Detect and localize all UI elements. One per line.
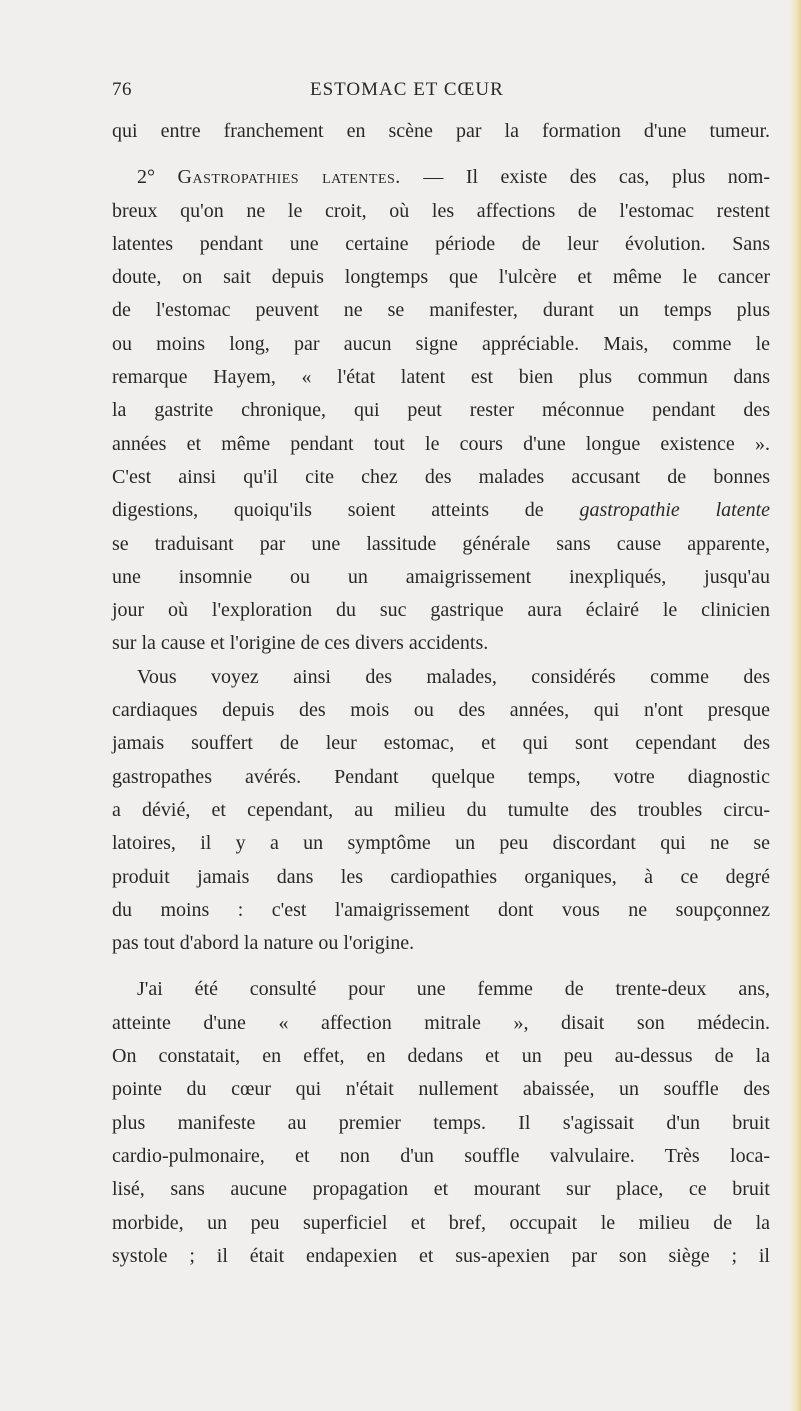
text-line: qui entre franchement en scène par la formation d'une tumeur. [112, 120, 770, 142]
section-heading: Gastropathies latentes. [177, 166, 401, 189]
paragraph-gap [112, 148, 770, 161]
text-line: sur la cause et l'origine de ces divers accidents. [112, 632, 489, 655]
running-head [112, 79, 770, 103]
text-line: Vous voyez ainsi des malades, considérés comme des [137, 665, 770, 688]
book-page [112, 79, 770, 1273]
text-line: gastropathes avérés. Pendant quelque temps, votre diagnostic [112, 765, 770, 788]
text-line: jamais souffert de leur estomac, et qui sont cependant des [112, 732, 770, 755]
text-line: cardiaques depuis des mois ou des années, qui n'ont presque [112, 699, 770, 722]
text-line: pointe du cœur qui n'était nullement abaissée, un souffle des [112, 1078, 770, 1101]
text-line: a dévié, et cependant, au milieu du tumulte des troubles circu- [112, 798, 770, 821]
running-title: ESTOMAC ET CŒUR [310, 79, 504, 100]
text-line: cardio-pulmonaire, et non d'un souffle valvulaire. Très loca- [112, 1144, 770, 1167]
text-line: plus manifeste au premier temps. Il s'agissait d'un bruit [112, 1111, 770, 1134]
text-line: du moins : c'est l'amaigrissement dont vous ne soupçonnez [112, 898, 770, 921]
text-line: de l'estomac peuvent ne se manifester, durant un temps plus [112, 299, 770, 322]
page-number: 76 [112, 79, 132, 100]
page-edge-shading [787, 0, 801, 1411]
text-line: doute, on sait depuis longtemps que l'ulcère et même le cancer [112, 266, 770, 289]
text-line [112, 494, 770, 527]
text-line: pas tout d'abord la nature ou l'origine. [112, 932, 415, 955]
text-line: systole ; il était endapexien et sus-apexien par son siège ; il [112, 1244, 770, 1267]
text-line: remarque Hayem, « l'état latent est bien plus commun dans [112, 366, 770, 389]
text-line: lisé, sans aucune propagation et mourant sur place, ce bruit [112, 1178, 770, 1201]
text-line: On constatait, en effet, en dedans et un peu au-dessus de la [112, 1045, 770, 1068]
text-line: J'ai été consulté pour une femme de trente-deux ans, [137, 978, 770, 1001]
text-line: ou moins long, par aucun signe appréciable. Mais, comme le [112, 332, 770, 355]
text-line: C'est ainsi qu'il cite chez des malades accusant de bonnes [112, 465, 770, 488]
section-number: 2° [137, 166, 155, 189]
text-line: jour où l'exploration du suc gastrique aura éclairé le clinicien [112, 599, 770, 622]
body-text [112, 115, 770, 1273]
text-line: produit jamais dans les cardiopathies organiques, à ce degré [112, 865, 770, 888]
italic-term: gastropathie latente [579, 499, 771, 522]
text-line: années et même pendant tout le cours d'une longue existence ». [112, 432, 770, 455]
text-line: morbide, un peu superficiel et bref, occupait le milieu de la [112, 1211, 770, 1234]
text-line: se traduisant par une lassitude générale sans cause apparente, [112, 532, 770, 555]
text-line: latoires, il y a un symptôme un peu discordant qui ne se [112, 832, 770, 855]
paragraph-gap [112, 960, 770, 973]
text-line: latentes pendant une certaine période de leur évolution. Sans [112, 232, 770, 255]
text-fragment: digestions, quoiqu'ils soient atteints de [112, 499, 580, 522]
text-fragment: — Il existe des cas, plus nom- [400, 166, 771, 189]
text-line: la gastrite chronique, qui peut rester méconnue pendant des [112, 399, 770, 422]
text-line: breux qu'on ne le croit, où les affections de l'estomac restent [112, 199, 770, 222]
section-heading-line [112, 161, 770, 194]
text-line: une insomnie ou un amaigrissement inexpliqués, jusqu'au [112, 565, 770, 588]
text-line: atteinte d'une « affection mitrale », disait son médecin. [112, 1011, 770, 1034]
